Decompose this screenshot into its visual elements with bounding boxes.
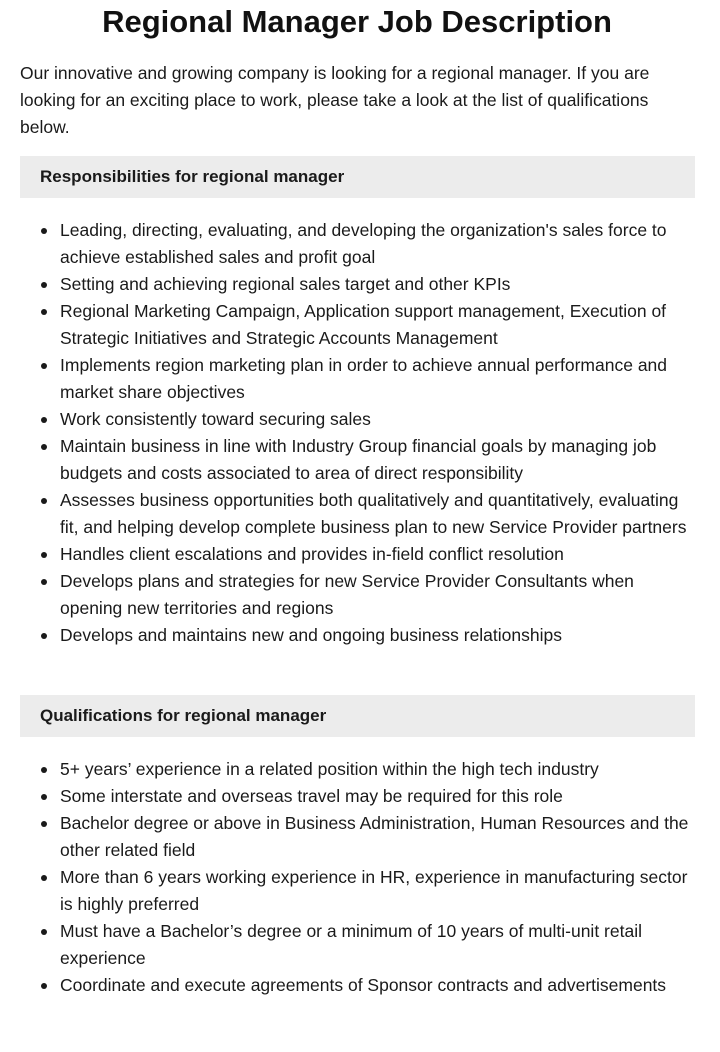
bullet-icon <box>41 309 47 315</box>
bullet-icon <box>41 983 47 989</box>
responsibility-text: Leading, directing, evaluating, and developing the organization's sales force to achieve established sales and profit goal <box>60 220 667 267</box>
qualifications-heading: Qualifications for regional manager <box>20 695 695 737</box>
responsibility-item <box>0 541 700 568</box>
qualification-item <box>0 972 700 999</box>
bullet-icon <box>41 633 47 639</box>
responsibility-text: Setting and achieving regional sales target and other KPIs <box>60 274 511 294</box>
bullet-icon <box>41 363 47 369</box>
responsibility-text: Assesses business opportunities both qualitatively and quantitatively, evaluating fit, and helping develop complete business plan to new Service Provider partners <box>60 490 687 537</box>
qualification-item <box>0 918 700 972</box>
responsibility-text: Develops and maintains new and ongoing business relationships <box>60 625 562 645</box>
qualification-text: 5+ years’ experience in a related position within the high tech industry <box>60 759 599 779</box>
bullet-icon <box>41 552 47 558</box>
responsibility-item <box>0 217 700 271</box>
bullet-icon <box>41 579 47 585</box>
qualification-item <box>0 810 700 864</box>
responsibility-item <box>0 433 700 487</box>
responsibility-item <box>0 568 700 622</box>
responsibility-text: Regional Marketing Campaign, Application support management, Execution of Strategic Initiatives and Strategic Accounts Management <box>60 301 667 348</box>
responsibility-text: Implements region marketing plan in order to achieve annual performance and market share objectives <box>60 355 668 402</box>
bullet-icon <box>41 444 47 450</box>
bullet-icon <box>41 794 47 800</box>
responsibility-item <box>0 622 700 649</box>
bullet-icon <box>41 821 47 827</box>
qualification-text: Must have a Bachelor’s degree or a minimum of 10 years of multi-unit retail experience <box>60 921 642 968</box>
responsibility-item <box>0 298 700 352</box>
responsibility-text: Handles client escalations and provides in-field conflict resolution <box>60 544 564 564</box>
bullet-icon <box>41 875 47 881</box>
bullet-icon <box>41 929 47 935</box>
qualification-text: Some interstate and overseas travel may be required for this role <box>60 786 563 806</box>
bullet-icon <box>41 767 47 773</box>
responsibility-text: Maintain business in line with Industry Group financial goals by managing job budgets and costs associated to area of direct responsibility <box>60 436 657 483</box>
responsibility-text: Develops plans and strategies for new Service Provider Consultants when opening new territories and regions <box>60 571 634 618</box>
bullet-icon <box>41 228 47 234</box>
responsibility-item <box>0 271 700 298</box>
responsibilities-heading: Responsibilities for regional manager <box>20 156 695 198</box>
qualification-item <box>0 756 700 783</box>
qualification-text: Coordinate and execute agreements of Sponsor contracts and advertisements <box>60 975 667 995</box>
responsibility-item <box>0 406 700 433</box>
intro-paragraph: Our innovative and growing company is looking for a regional manager. If you are looking for an exciting place to work, please take a look at the list of qualifications below. <box>20 63 650 137</box>
qualification-item <box>0 783 700 810</box>
qualifications-list <box>0 756 700 999</box>
bullet-icon <box>41 282 47 288</box>
qualification-item <box>0 864 700 918</box>
responsibilities-list <box>0 217 700 649</box>
responsibility-item <box>0 352 700 406</box>
qualification-text: More than 6 years working experience in HR, experience in manufacturing sector is highly preferred <box>60 867 688 914</box>
responsibility-item <box>0 487 700 541</box>
responsibility-text: Work consistently toward securing sales <box>60 409 371 429</box>
qualification-text: Bachelor degree or above in Business Administration, Human Resources and the other related field <box>60 813 689 860</box>
bullet-icon <box>41 498 47 504</box>
bullet-icon <box>41 417 47 423</box>
page-title: Regional Manager Job Description <box>102 4 612 39</box>
